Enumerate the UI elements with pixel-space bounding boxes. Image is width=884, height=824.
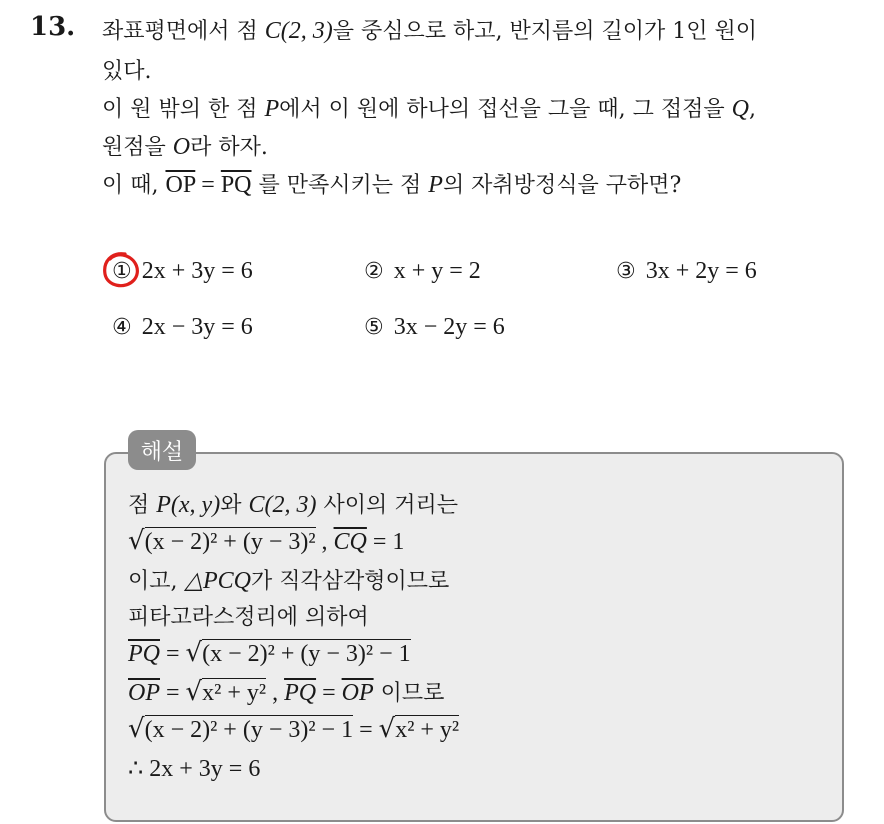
sqrt-icon: √ — [128, 714, 145, 744]
choice-3[interactable]: ③ 3x + 2y = 6 — [616, 258, 757, 284]
question-line-1: 좌표평면에서 점 C(2, 3)을 중심으로 하고, 반지름의 길이가 1인 원이 — [102, 18, 758, 44]
solution-line-4: 피타고라스정리에 의하여 — [128, 605, 369, 630]
point-c: C(2, 3) — [264, 18, 333, 44]
answer-circle-mark — [101, 250, 141, 290]
sqrt-icon: √ — [185, 638, 203, 668]
question-number: 13. — [30, 12, 76, 42]
solution-line-8: ∴ 2x + 3y = 6 — [128, 756, 261, 782]
solution-label: 해설 — [128, 430, 196, 470]
choice-2[interactable]: ② x + y = 2 — [364, 258, 481, 284]
segment-op: $\overline{OP}$ — [165, 172, 196, 198]
question-line-4: 원점을 O라 하자. — [102, 134, 268, 160]
sqrt-expression: √(x − 2)² + (y − 3)² − 1 — [128, 714, 354, 744]
segment-pq: $\overline{PQ}$ — [220, 172, 252, 198]
sqrt-icon: √ — [185, 677, 203, 707]
solution-line-5: $\overline{PQ} = √(x - 2)^2 + (y - 3)^2 - 1$ — [128, 638, 411, 668]
solution-line-6: $\overline{OP} = √x^2 + y^2$ , $\overline{PQ} = \overline{OP}$ 이므로 — [128, 677, 445, 707]
solution-line-2: √(x − 2)² + (y − 3)² , $\overline{CQ} = 1$ — [128, 526, 405, 556]
question-line-3: 이 원 밖의 한 점 P에서 이 원에 하나의 접선을 그을 때, 그 접점을 Q, — [102, 96, 756, 122]
question-line-2: 있다. — [102, 59, 152, 84]
solution-line-1: 점 P(x, y)와 C(2, 3) 사이의 거리는 — [128, 492, 458, 518]
sqrt-icon: √ — [378, 714, 396, 744]
choice-5[interactable]: ⑤ 3x − 2y = 6 — [364, 314, 505, 340]
sqrt-icon: √ — [128, 526, 145, 556]
sqrt-expression: √x² + y² — [185, 677, 267, 707]
sqrt-expression: √(x − 2)² + (y − 3)² — [128, 526, 316, 556]
solution-line-7: √(x − 2)² + (y − 3)² − 1 = √x² + y² — [128, 714, 460, 744]
choice-4[interactable]: ④ 2x − 3y = 6 — [112, 314, 253, 340]
question-line-5: 이 때, $\overline{OP} = \overline{PQ}$ 를 만족시키는 점 P의 자취방정식을 구하면? — [102, 172, 682, 198]
sqrt-expression: √(x − 2)² + (y − 3)² − 1 — [185, 638, 411, 668]
sqrt-expression: √x² + y² — [378, 714, 460, 744]
solution-line-3: 이고, △PCQ가 직각삼각형이므로 — [128, 568, 450, 594]
choice-1[interactable]: ① 2x + 3y = 6 — [112, 258, 253, 284]
